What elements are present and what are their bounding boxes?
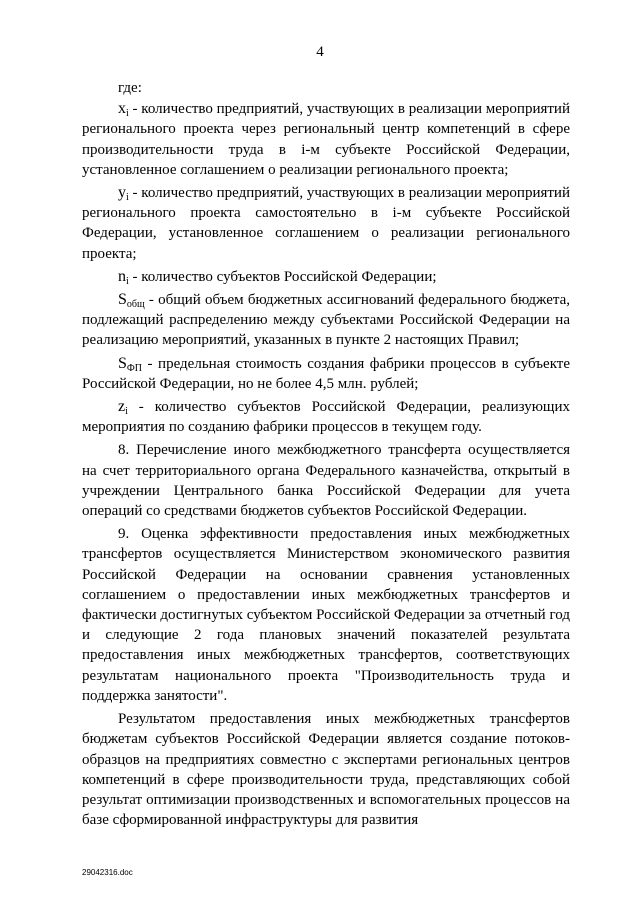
variable-z: z (118, 398, 126, 416)
variable-x: x (118, 100, 126, 118)
paragraph-8: 8. Перечисление иного межбюджетного трансферта осуществляется на счет территориального органа Федерального казначейства, открытый в учреждении Центрального банка Российской Федерации для учета операций со средствами бюджетов субъектов Российской Федерации. (82, 442, 570, 520)
definition-s-fp (82, 354, 570, 394)
definition-text: - количество субъектов Российской Федерации; (128, 268, 437, 285)
variable-y: y (118, 184, 126, 202)
variable-s: S (118, 291, 127, 309)
paragraph-result: Результатом предоставления иных межбюджетных трансфертов бюджетам субъектов Российской Федерации является создание потоков-образцов на предприятиях совместно с экспертами региональных центров компетенций в сфере производительности труда, представляющих собой результат оптимизации производственных и вспомогательных процессов на базе сформированной инфраструктуры для развития (82, 711, 570, 829)
definition-text: - количество предприятий, участвующих в реализации мероприятий регионального проекта самостоятельно в i-м субъекте Российской Федерации, установленное соглашением о реализации регионального проекта; (82, 185, 570, 262)
definition-s-total (82, 290, 570, 351)
subscript-i: i (126, 108, 129, 120)
definition-text: - количество предприятий, участвующих в реализации мероприятий регионального проекта через региональный центр компетенций в сфере производительности труда в i-м субъекте Российской Федерации, установленное соглашением о реализации регионального проекта; (82, 101, 570, 178)
paragraph-9: 9. Оценка эффективности предоставления иных межбюджетных трансфертов осуществляется Министерством экономического развития Российской Федерации на основании сравнения установленных соглашением о предоставлении иных межбюджетных трансфертов и фактически достигнутых субъектом Российской Федерации за отчетный год и следующие 2 года плановых значений показателей результата предоставления иных межбюджетных трансфертов, соответствующих результатам национального проекта "Производительность труда и поддержка занятости". (82, 526, 570, 704)
definition-z (82, 397, 570, 437)
subscript-fp: ФП (126, 362, 143, 374)
where-label: где: (118, 80, 142, 96)
definition-text: - количество субъектов Российской Федерации, реализующих мероприятия по созданию фабрики процессов в текущем году. (82, 399, 570, 436)
document-body (82, 78, 570, 833)
file-name-footer: 29042316.doc (82, 868, 133, 877)
subscript-i: i (126, 192, 129, 204)
definition-y (82, 183, 570, 264)
subscript-total: общ (126, 299, 145, 311)
subscript-i: i (125, 406, 128, 418)
page-number: 4 (316, 44, 324, 60)
subscript-i: i (126, 275, 129, 287)
definition-n (82, 267, 570, 287)
definition-x (82, 99, 570, 180)
definition-text: - предельная стоимость создания фабрики процессов в субъекте Российской Федерации, но не более 4,5 млн. рублей; (82, 355, 570, 392)
variable-n: n (118, 267, 126, 285)
variable-s: S (118, 354, 127, 372)
definition-text: - общий объем бюджетных ассигнований федерального бюджета, подлежащий распределению между субъектами Российской Федерации на реализацию мероприятий, указанных в пункте 2 настоящих Правил; (82, 292, 570, 349)
